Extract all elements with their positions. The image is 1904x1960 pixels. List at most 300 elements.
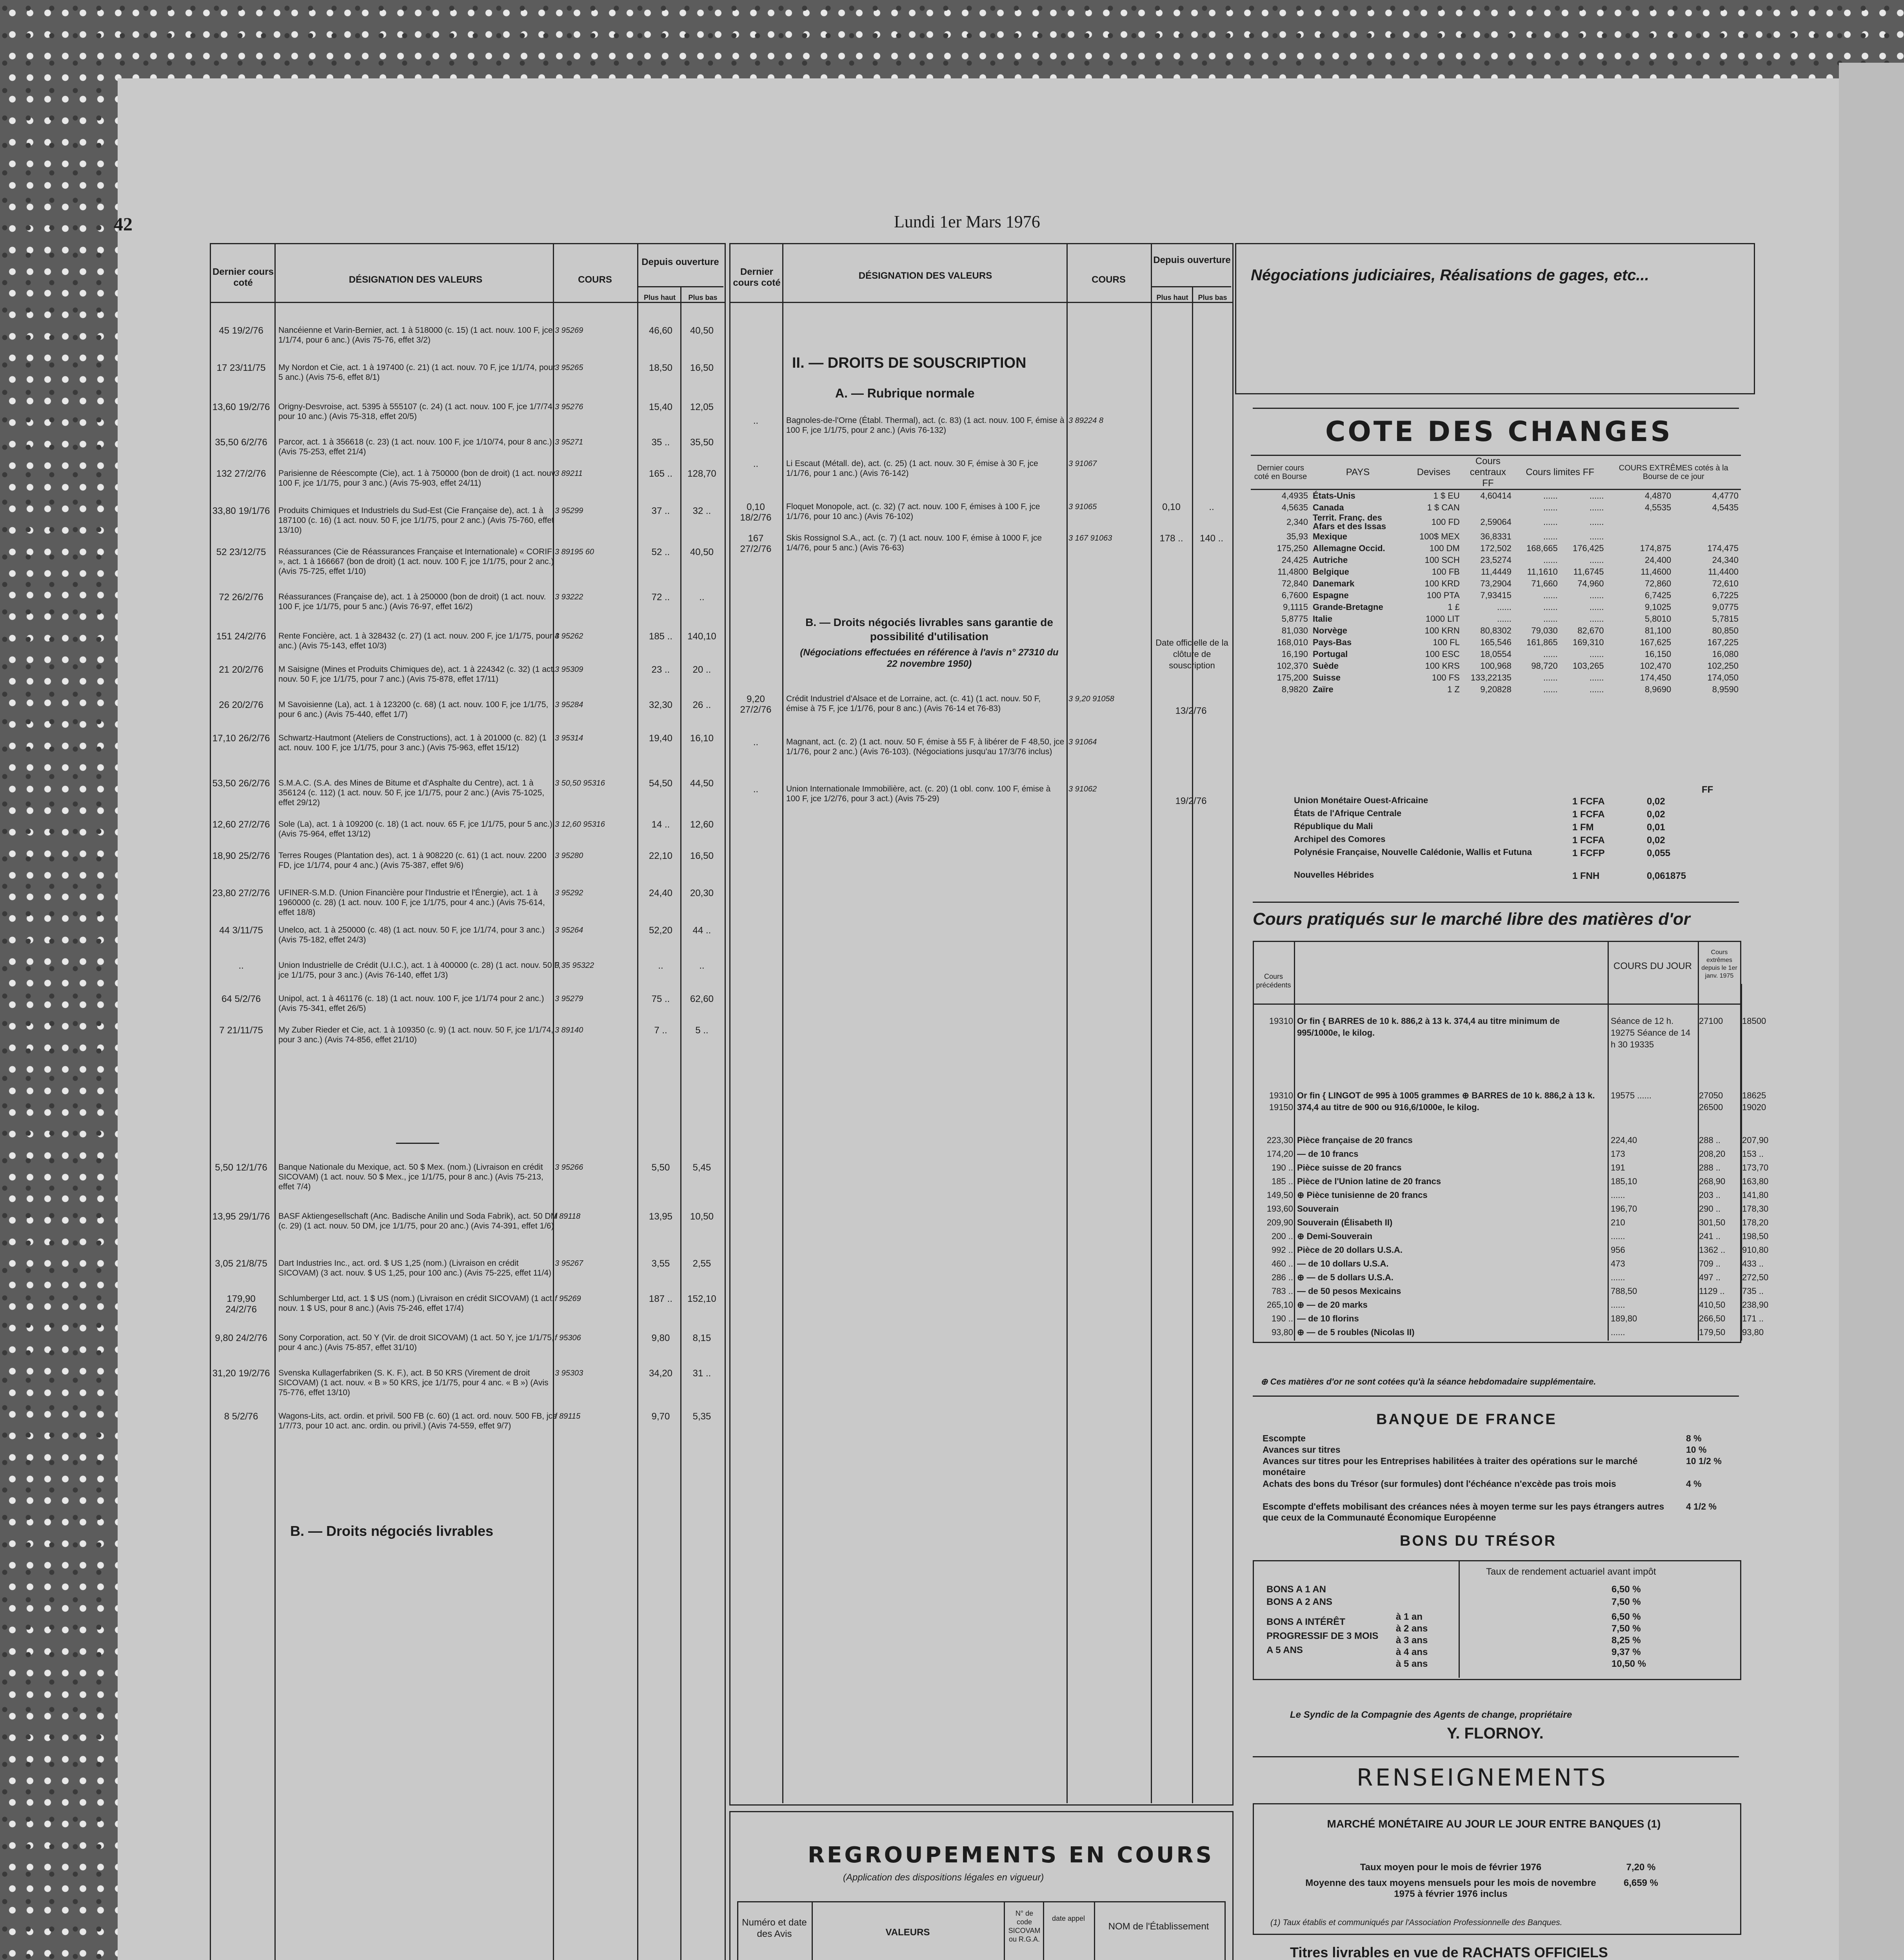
changes-cell: 80,850 (1712, 626, 1739, 635)
cell-date: 72 26/2/76 (219, 592, 263, 603)
cell-name: Wagons-Lits, act. ordin. et privil. 500 FB (c. 60) (1 act. ord. nouv. 500 FB, jce 1/7/73, pour 10 act. anc. ordin. ou privil.) (Avis 74-559, effet 9/7) (278, 1412, 557, 1430)
cell-name: Svenska Kullagerfabriken (S. K. F.), act. B 50 KRS (Virement de droit SICOVAM) (1 act. nouv. « B » 50 KRS, jce 1/1/75, pour 4 anc. « B ») (Avis 75-776, effet 13/10) (278, 1368, 549, 1397)
or-designation: — de 50 pesos Mexicains (1297, 1286, 1401, 1296)
rule (1253, 1396, 1739, 1397)
bons-rate: 6,50 % (1611, 1584, 1641, 1595)
bons-term: à 3 ans (1396, 1635, 1428, 1646)
mid-header-plus-haut: Plus haut (1156, 294, 1188, 301)
cell-code: 3 95267 (555, 1259, 583, 1268)
changes-cell: 11,1610 (1527, 567, 1558, 577)
cell-name: Réassurances (Cie de Réassurances Française et Internationale) « CORIFI », act. 1 à 166667 (bon de droit) (1 act. nouv. 100 F, jce 1/1/75, pour 2 anc.) (Avis 75-725, effet 1/10) (278, 547, 554, 576)
changes-table-wrap (1251, 455, 1741, 695)
changes-cell: 102,370 (1277, 661, 1308, 671)
cell-name: Schwartz-Hautmont (Ateliers de Constructions), act. 1 à 201000 (c. 82) (1 act. nouv. 100 F, jce 1/1/75, pour 3 anc.) (Avis 75-963, effet 15/12) (278, 733, 547, 752)
or-jour: ...... (1611, 1327, 1625, 1337)
changes-cell: 8,9690 (1644, 684, 1671, 694)
cell-code: 3 167 91063 (1068, 534, 1112, 543)
cell-name: Banque Nationale du Mexique, act. 50 $ Mex. (nom.) (Livraison en crédit SICOVAM) (1 act. nouv. 50 $ Mex., jce 1/1/75, pour 8 anc.) (Avis 75-213, effet 7/4) (278, 1163, 543, 1191)
cell-date: 53,50 26/2/76 (212, 778, 270, 789)
cell-date: .. (753, 459, 759, 469)
changes-cell: 2,340 (1286, 517, 1308, 527)
header-depuis: Depuis ouverture (641, 257, 719, 267)
or-note: ⊕ Ces matières d'or ne sont cotées qu'à la séance hebdomadaire supplémentaire. (1261, 1377, 1596, 1387)
changes-title: COTE DES CHANGES (1325, 416, 1673, 448)
regroup-col-avis: Numéro et date des Avis (742, 1917, 807, 1939)
cell-plus-haut: 9,70 (651, 1411, 670, 1422)
changes-cell: 133,22135 (1470, 673, 1512, 682)
syndic-line: Le Syndic de la Compagnie des Agents de change, propriétaire (1290, 1710, 1572, 1720)
changes-cell: Zaïre (1313, 684, 1334, 694)
changes-cell: ...... (1589, 649, 1604, 659)
page-number: 42 (114, 214, 133, 235)
cell-plus-haut: 178 .. (1159, 533, 1183, 544)
cell-code: 3 95269 (555, 326, 583, 335)
cell-name: Unelco, act. 1 à 250000 (c. 48) (1 act. nouv. 50 F, jce 1/1/74, pour 3 anc.) (Avis 75-182, effet 24/3) (278, 926, 545, 944)
cell-date: 21 20/2/76 (219, 664, 263, 675)
or-jour: ...... (1611, 1231, 1625, 1241)
cell-plus-bas: 5,45 (692, 1162, 711, 1173)
cell-code: 3 95303 (555, 1369, 583, 1377)
fcfa-row (1294, 835, 1725, 846)
rachats-title: Titres livrables en vue de RACHATS OFFICIELS (1290, 1944, 1608, 1960)
changes-cell: ...... (1543, 555, 1558, 565)
cell-plus-haut: 46,60 (649, 325, 673, 336)
changes-cell: Allemagne Occid. (1313, 543, 1385, 553)
sub-rule (1151, 286, 1231, 287)
cell-plus-bas: 8,15 (692, 1333, 711, 1343)
cell-plus-haut: 19,40 (649, 733, 673, 744)
cell-close-date: 13/2/76 (1175, 706, 1207, 716)
or-row (1254, 1203, 1769, 1216)
rule (1253, 408, 1739, 409)
changes-cell: 11,4449 (1481, 567, 1512, 577)
changes-cell: 18,0554 (1480, 649, 1512, 659)
table-row (212, 1025, 721, 1060)
or-jour: 956 (1611, 1245, 1625, 1255)
regroup-col-date: date appel (1052, 1915, 1085, 1922)
cell-code: 3 95266 (555, 1163, 583, 1172)
or-row (1254, 1015, 1766, 1078)
or-haut: 179,50 (1699, 1327, 1726, 1337)
fcfa-row (1294, 822, 1725, 833)
col-rule (1043, 1901, 1044, 1960)
or-precedent: 149,50 (1266, 1190, 1293, 1200)
or-jour: 173 (1611, 1149, 1625, 1159)
cell-code: 3 50,50 95316 (555, 779, 605, 788)
bons-term: à 4 ans (1396, 1647, 1428, 1657)
fcfa-value: 0,02 (1647, 796, 1665, 807)
changes-cell: 100 FL (1433, 637, 1460, 647)
cell-name: My Zuber Rieder et Cie, act. 1 à 109350 (c. 9) (1 act. nouv. 50 F, jce 1/1/74, pour 3 anc.) (Avis 74-856, effet 21/10) (278, 1025, 554, 1044)
judiciaires-title: Négociations judiciaires, Réalisations de gages, etc... (1251, 267, 1649, 284)
changes-cell: 6,7425 (1644, 590, 1671, 600)
table-row (212, 888, 721, 923)
or-haut: 1362 .. (1699, 1245, 1726, 1255)
regroupements-subtitle: (Application des dispositions légales en vigueur) (843, 1872, 1044, 1883)
changes-cell (1606, 514, 1674, 531)
or-designation: ⊕ — de 5 dollars U.S.A. (1297, 1272, 1393, 1282)
ch-h-extremes: COURS EXTRÊMES cotés à la Bourse de ce jour (1619, 464, 1728, 481)
cell-plus-bas: 12,60 (690, 819, 714, 830)
cell-name: My Nordon et Cie, act. 1 à 197400 (c. 21) (1 act. nouv. 70 F, jce 1/1/74, pour 5 anc.) (Avis 75-6, effet 8/1) (278, 363, 556, 382)
cell-plus-bas: 35,50 (690, 437, 714, 448)
or-precedent: 209,90 (1266, 1218, 1293, 1227)
or-bas: 198,50 (1742, 1231, 1769, 1241)
or-designation: ⊕ — de 5 roubles (Nicolas II) (1297, 1327, 1415, 1337)
or-designation: — de 10 dollars U.S.A. (1297, 1259, 1389, 1269)
changes-cell: 167,625 (1640, 637, 1671, 647)
header-rule (1253, 1004, 1740, 1005)
or-bas: 910,80 (1742, 1245, 1769, 1255)
mm-row (1298, 1862, 1690, 1874)
or-row (1254, 1135, 1769, 1147)
or-row (1254, 1327, 1764, 1339)
changes-row (1251, 660, 1741, 672)
or-precedent: 223,30 (1266, 1135, 1293, 1145)
cell-code: 3 91064 (1068, 738, 1097, 746)
fcfa-name: Polynésie Française, Nouvelle Calédonie, Wallis et Futuna (1294, 847, 1532, 857)
table-row (212, 851, 721, 886)
changes-row (1251, 625, 1741, 637)
changes-row (1251, 543, 1741, 554)
cell-date: 9,20 27/2/76 (740, 694, 772, 715)
fcfa-name: République du Mali (1294, 821, 1373, 831)
changes-cell: 100$ MEX (1419, 532, 1460, 541)
cell-plus-bas: 12,05 (690, 402, 714, 412)
changes-cell: Suède (1313, 661, 1339, 671)
or-haut: 208,20 (1699, 1149, 1726, 1159)
changes-cell: 24,340 (1712, 555, 1739, 565)
changes-cell: 72,610 (1712, 579, 1739, 588)
cell-plus-bas: 152,10 (687, 1294, 716, 1304)
rule (1253, 902, 1739, 903)
cell-date: 7 21/11/75 (219, 1025, 263, 1036)
changes-cell: ...... (1589, 673, 1604, 682)
cell-plus-haut: 75 .. (651, 994, 670, 1004)
changes-cell (1673, 531, 1741, 543)
changes-table (1251, 455, 1741, 695)
rule (1253, 1756, 1739, 1757)
section-ii-title: II. — DROITS DE SOUSCRIPTION (792, 355, 1026, 371)
cell-name: Bagnoles-de-l'Orne (Établ. Thermal), act. (c. 83) (1 act. nouv. 100 F, émise à 100 F, jce 1/1/75, pour 2 anc.) (Avis 76-132) (786, 416, 1065, 435)
cell-plus-bas: 44 .. (692, 925, 711, 936)
regroupements-title: REGROUPEMENTS EN COURS (808, 1842, 1214, 1868)
fcfa-unit: 1 FCFA (1572, 835, 1605, 846)
or-h-jour: COURS DU JOUR (1613, 961, 1692, 971)
changes-cell: 82,670 (1577, 626, 1604, 635)
table-row (212, 363, 721, 398)
cell-date: .. (753, 784, 759, 795)
cell-plus-haut: 13,95 (649, 1211, 673, 1222)
cell-code: 3 35 95322 (555, 961, 594, 970)
changes-cell: Italie (1313, 614, 1333, 624)
or-haut: 1129 .. (1699, 1286, 1725, 1296)
cell-plus-bas: 16,50 (690, 363, 714, 373)
cell-plus-haut: 165 .. (649, 468, 673, 479)
or-designation: Or fin { BARRES de 10 k. 886,2 à 13 k. 374,4 au titre minimum de 995/1000e, le kilog. (1297, 1016, 1560, 1038)
changes-cell: 9,1115 (1283, 602, 1308, 612)
close-date-header: Date officielle de la clôture de souscription (1155, 638, 1228, 670)
cell-name: Nancéienne et Varin-Bernier, act. 1 à 518000 (c. 15) (1 act. nouv. 100 F, jce 1/1/74, pour 6 anc.) (Avis 75-76, effet 3/2) (278, 326, 553, 345)
changes-cell: 7,93415 (1480, 590, 1512, 600)
sub-b-title: B. — Droits négociés livrables sans garantie de possibilité d'utilisation (805, 616, 1053, 642)
or-precedent: 286 .. (1271, 1272, 1293, 1282)
changes-cell: 1 $ CAN (1427, 503, 1460, 512)
or-haut: 709 .. (1699, 1259, 1721, 1269)
bdf-row (1263, 1478, 1737, 1501)
changes-cell (1673, 514, 1741, 531)
cell-plus-haut: 0,10 (1162, 502, 1181, 512)
changes-cell: ...... (1589, 532, 1604, 541)
changes-cell: 100 FD (1431, 517, 1460, 527)
changes-cell: 4,4870 (1644, 491, 1671, 501)
changes-cell: ...... (1543, 517, 1558, 527)
changes-row (1251, 566, 1741, 578)
changes-cell: 169,310 (1573, 637, 1604, 647)
cell-code: 3 89140 (555, 1026, 583, 1034)
changes-cell: 24,400 (1644, 555, 1671, 565)
header-plus-bas: Plus bas (688, 294, 718, 301)
changes-cell: ...... (1589, 602, 1604, 612)
changes-cell: 8,9590 (1712, 684, 1739, 694)
or-h-extremes: Cours extrêmes depuis le 1er janv. 1975 (1701, 949, 1737, 979)
changes-cell: ...... (1543, 673, 1558, 682)
or-precedent: 460 .. (1271, 1259, 1293, 1269)
changes-cell: 98,720 (1531, 661, 1558, 671)
changes-cell: 175,200 (1277, 673, 1308, 682)
changes-cell: Belgique (1313, 567, 1349, 577)
cell-plus-bas: .. (1209, 502, 1214, 512)
cell-code: f 95269 (555, 1294, 581, 1303)
or-row (1254, 1299, 1769, 1312)
cell-date: 132 27/2/76 (216, 468, 266, 479)
changes-cell: 100,968 (1480, 661, 1512, 671)
cell-name: UFINER-S.M.D. (Union Financière pour l'Industrie et l'Énergie), act. 1 à 1960000 (c. 28) (1 act. nouv. 100 F, jce 1/1/75, pour 4 anc.) (Avis 75-614, effet 18/8) (278, 888, 545, 917)
fcfa-unit: 1 FCFA (1572, 809, 1605, 820)
or-bas: 173,70 (1742, 1163, 1769, 1172)
or-row (1254, 1313, 1764, 1326)
or-bas: 238,90 (1742, 1300, 1769, 1310)
cell-name: Sole (La), act. 1 à 109200 (c. 18) (1 act. nouv. 65 F, jce 1/1/75, pour 5 anc.) (Avis 75-964, effet 13/12) (278, 820, 552, 838)
or-designation: ⊕ Demi-Souverain (1297, 1231, 1373, 1241)
cell-date: 52 23/12/75 (216, 547, 266, 557)
cell-plus-haut: 7 .. (654, 1025, 667, 1036)
cell-plus-bas: 140 .. (1199, 533, 1224, 544)
ch-h-pays: PAYS (1346, 467, 1370, 477)
changes-cell: Territ. Franç. des Afars et des Issas (1313, 513, 1386, 531)
cell-plus-haut: 22,10 (649, 851, 673, 861)
changes-cell: 9,0775 (1712, 602, 1739, 612)
changes-cell: 100 KRN (1424, 626, 1460, 635)
changes-cell: ...... (1497, 614, 1512, 624)
col-rule (1094, 1901, 1095, 1960)
or-haut: 266,50 (1699, 1314, 1726, 1323)
or-jour: ...... (1611, 1272, 1625, 1282)
mm-note: (1) Taux établis et communiqués par l'Association Professionnelle des Banques. (1270, 1918, 1562, 1927)
changes-row (1251, 578, 1741, 590)
cell-date: 31,20 19/2/76 (212, 1368, 270, 1379)
cell-name: Li Escaut (Métall. de), act. (c. 25) (1 act. nouv. 30 F, émise à 30 F, jce 1/1/76, pour 1 anc.) (Avis 76-142) (786, 459, 1038, 478)
mm-label: Taux moyen pour le mois de février 1976 (1360, 1862, 1542, 1873)
or-precedent: 185 .. (1271, 1176, 1293, 1186)
cell-code: 3 95279 (555, 995, 583, 1003)
or-jour: Séance de 12 h. 19275 Séance de 14 h 30 19335 (1611, 1016, 1691, 1049)
cell-plus-bas: 32 .. (692, 506, 711, 516)
regroup-col-valeurs: VALEURS (885, 1927, 930, 1938)
changes-cell: 100 DM (1429, 543, 1460, 553)
mm-label: Moyenne des taux moyens mensuels pour les mois de novembre 1975 à février 1976 inclus (1305, 1878, 1596, 1899)
or-designation: ⊕ — de 20 marks (1297, 1300, 1368, 1310)
cell-name: Parcor, act. 1 à 356618 (c. 23) (1 act. nouv. 100 F, jce 1/10/74, pour 8 anc.) (Avis 75-253, effet 21/4) (278, 437, 552, 456)
changes-row (1251, 684, 1741, 695)
or-jour: 473 (1611, 1259, 1625, 1269)
changes-cell: ...... (1589, 517, 1604, 527)
cell-date: .. (753, 416, 759, 426)
bons-term: à 5 ans (1396, 1659, 1428, 1669)
cell-date: 9,80 24/2/76 (215, 1333, 267, 1343)
or-haut: 288 .. (1699, 1135, 1721, 1145)
changes-cell: 81,030 (1281, 626, 1308, 635)
table-row (212, 664, 721, 700)
or-jour: 189,80 (1611, 1314, 1637, 1323)
bons-row (1266, 1584, 1729, 1595)
mid-header-plus-bas: Plus bas (1198, 294, 1227, 301)
table-row (212, 994, 721, 1029)
mm-row (1298, 1878, 1690, 1901)
bdf-label: Avances sur titres pour les Entreprises habilitées à traiter des opérations sur le marché monétaire (1263, 1456, 1638, 1477)
or-jour: 196,70 (1611, 1204, 1637, 1214)
cell-plus-haut: 37 .. (651, 506, 670, 516)
sub-b-note: (Négociations effectuées en référence à l'avis n° 27310 du 22 novembre 1950) (800, 647, 1059, 669)
or-bas: 433 .. (1742, 1259, 1764, 1269)
changes-cell: 8,9820 (1281, 684, 1308, 694)
cell-date: 151 24/2/76 (216, 631, 266, 642)
cell-plus-bas: 20 .. (692, 664, 711, 675)
or-h-precedents: Cours précédents (1256, 973, 1291, 989)
cell-code: 3 95314 (555, 734, 583, 742)
or-title: Cours pratiqués sur le marché libre des matières d'or (1253, 909, 1690, 929)
cell-code: 3 95299 (555, 506, 583, 515)
or-haut: 410,50 (1699, 1300, 1726, 1310)
changes-cell: 4,5535 (1644, 503, 1671, 512)
or-row (1254, 1190, 1769, 1202)
cell-plus-bas: 40,50 (690, 325, 714, 336)
changes-cell: 4,4935 (1281, 491, 1308, 501)
ch-h-dernier: Dernier cours coté en Bourse (1254, 464, 1307, 481)
cell-plus-haut: .. (658, 960, 663, 971)
fcfa-row (1294, 796, 1725, 808)
cell-plus-haut: 185 .. (649, 631, 673, 642)
cell-code: f 95306 (555, 1334, 581, 1342)
changes-cell: 4,60414 (1480, 491, 1512, 501)
cell-name: BASF Aktiengesellschaft (Anc. Badische Anilin und Soda Fabrik), act. 50 DM (c. 29) (1 act. nouv. 50 DM, jce 1/1/75, pour 20 anc.) (Avis 74-391, effet 1/6) (278, 1212, 558, 1230)
or-row (1254, 1286, 1764, 1298)
cell-code: 3 95280 (555, 851, 583, 860)
table-row (212, 700, 721, 735)
changes-cell: ...... (1589, 684, 1604, 694)
table-row (212, 325, 721, 361)
changes-cell: 9,1025 (1644, 602, 1671, 612)
or-precedent: 193,60 (1266, 1204, 1293, 1214)
cell-code: 3 12,60 95316 (555, 820, 605, 829)
or-jour: 224,40 (1611, 1135, 1637, 1145)
bdf-rate: 10 1/2 % (1686, 1456, 1722, 1466)
fcfa-unit: 1 FCFP (1572, 848, 1605, 858)
changes-row (1251, 531, 1741, 543)
or-haut: 27100 (1699, 1016, 1723, 1026)
cell-code: f 89115 (555, 1412, 581, 1421)
col-rule (812, 1901, 813, 1960)
mid-header-dernier: Dernier cours coté (733, 267, 781, 288)
or-bas: 735 .. (1742, 1286, 1764, 1296)
changes-row (1251, 502, 1741, 514)
bdf-row (1263, 1501, 1737, 1524)
fcfa-unit: 1 FM (1572, 822, 1594, 833)
table-row (731, 459, 1229, 494)
cell-plus-bas: 20,30 (690, 888, 714, 898)
bdf-rate: 4 % (1686, 1479, 1702, 1489)
table-row (212, 506, 721, 541)
or-designation: Pièce française de 20 francs (1297, 1135, 1413, 1145)
or-precedent: 190 .. (1271, 1163, 1293, 1172)
changes-cell: ...... (1543, 614, 1558, 624)
cell-date: 12,60 27/2/76 (212, 819, 270, 830)
changes-cell: ...... (1543, 590, 1558, 600)
cell-plus-haut: 72 .. (651, 592, 670, 603)
or-precedent: 174,20 (1266, 1149, 1293, 1159)
changes-cell: ...... (1589, 614, 1604, 624)
or-haut: 203 .. (1699, 1190, 1721, 1200)
cell-plus-bas: 128,70 (687, 468, 716, 479)
changes-cell: 4,5635 (1281, 503, 1308, 512)
or-designation: Pièce de l'Union latine de 20 francs (1297, 1176, 1441, 1186)
table-row (212, 1368, 721, 1403)
changes-cell: 36,8331 (1480, 532, 1512, 541)
cell-name: Dart Industries Inc., act. ord. $ US 1,25 (nom.) (Livraison en crédit SICOVAM) (3 act. nouv. $ US 1,25, pour 100 anc.) (Avis 75-225, effet 11/4) (278, 1259, 552, 1278)
changes-row (1251, 514, 1741, 531)
or-bas: 141,80 (1742, 1190, 1769, 1200)
cell-close-date: 19/2/76 (1175, 796, 1207, 806)
cell-name: Produits Chimiques et Industriels du Sud-Est (Cie Française de), act. 1 à 187100 (c. 16) (1 act. nouv. 50 F, jce 1/1/75, pour 2 anc.) (Avis 75-760, effet 13/10) (278, 506, 554, 535)
cell-plus-bas: 5,35 (692, 1411, 711, 1422)
cell-plus-bas: 16,50 (690, 851, 714, 861)
bdf-row (1263, 1444, 1737, 1455)
table-row (212, 592, 721, 627)
cell-plus-haut: 34,20 (649, 1368, 673, 1379)
changes-cell: 175,250 (1277, 543, 1308, 553)
changes-cell: 172,502 (1480, 543, 1512, 553)
or-haut: 497 .. (1699, 1272, 1721, 1282)
changes-cell: ...... (1589, 590, 1604, 600)
cell-plus-bas: 31 .. (692, 1368, 711, 1379)
cell-name: Schlumberger Ltd, act. 1 $ US (nom.) (Livraison en crédit SICOVAM) (1 act. nouv. 1 $ US, pour 8 anc.) (Avis 75-246, effet 17/4) (278, 1294, 554, 1313)
changes-cell: ...... (1543, 503, 1558, 512)
changes-cell: 2,59064 (1480, 517, 1512, 527)
header-plus-haut: Plus haut (643, 294, 676, 301)
cell-code: 3 95265 (555, 363, 583, 372)
cell-date: 179,90 24/2/76 (225, 1294, 257, 1315)
bons-term: à 2 ans (1396, 1623, 1428, 1634)
or-bas: 153 .. (1742, 1149, 1764, 1159)
changes-cell: Espagne (1313, 590, 1349, 600)
table-row (731, 694, 1229, 733)
or-haut: 290 .. (1699, 1204, 1721, 1214)
or-precedent: 783 .. (1271, 1286, 1293, 1296)
cell-code: 3 9,20 91058 (1068, 695, 1114, 703)
ch-h-devises: Devises (1417, 467, 1451, 477)
cell-code: 3 89195 60 (555, 548, 594, 556)
bons-term: à 1 an (1396, 1612, 1423, 1622)
